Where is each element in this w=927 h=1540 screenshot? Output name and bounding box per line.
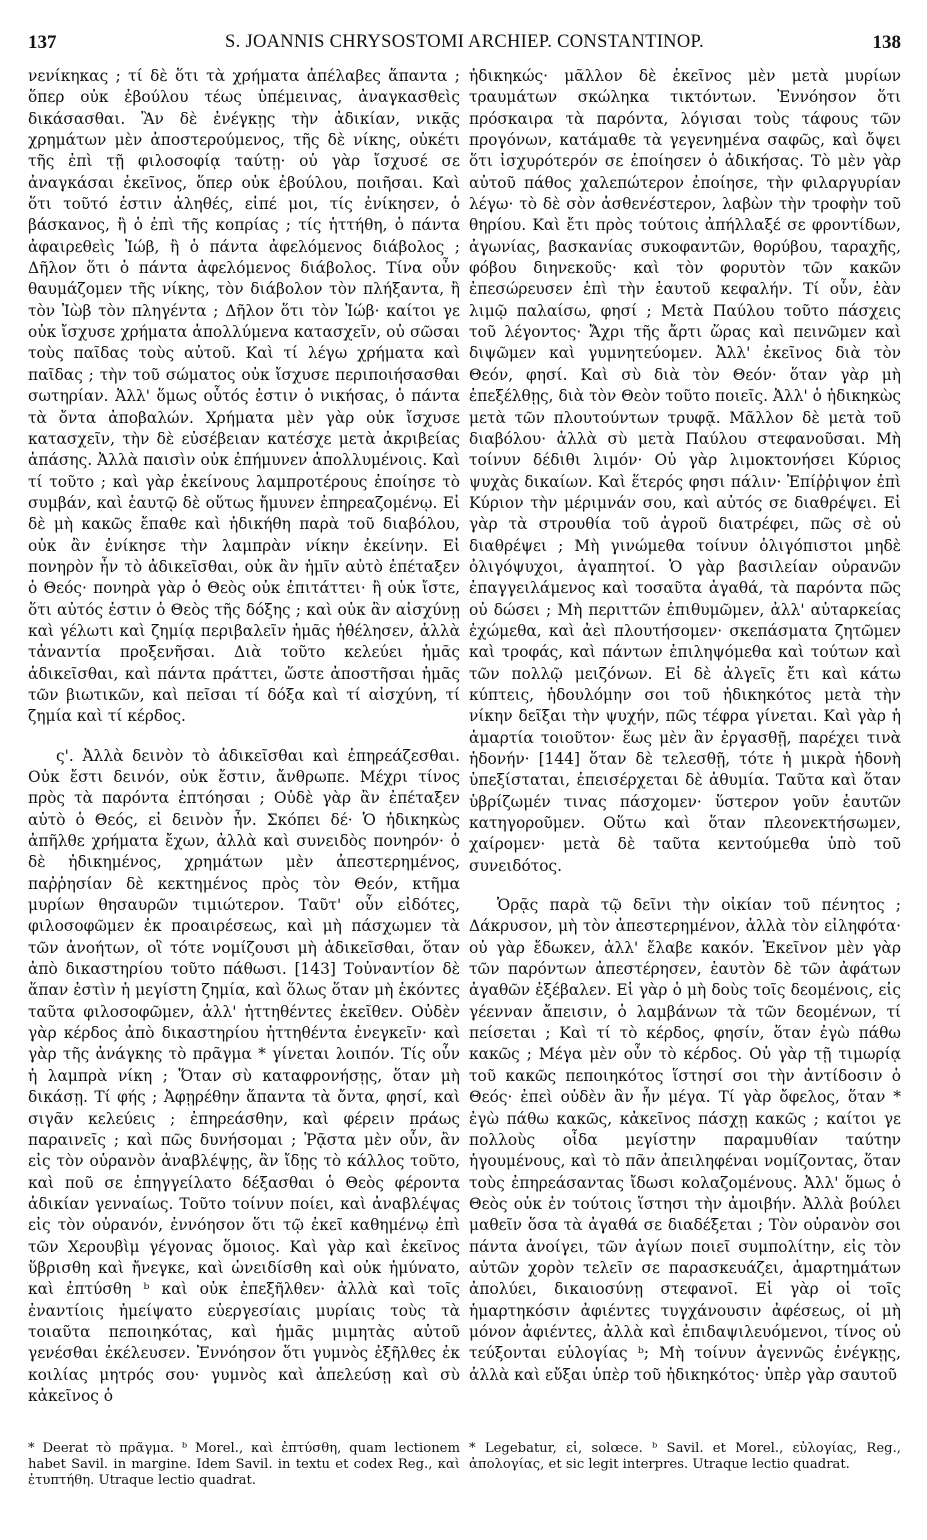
page-number-left: 137 bbox=[28, 32, 57, 53]
footnotes-left: * Deerat τὸ πρᾶγμα. ᵇ Morel., καὶ ἐπτύσθη, quam lectionem habet Savil. in margine. Idem Savil. in textu et codex Reg., καὶ ἐτυπτήθη. Utraque lectio quadrat. bbox=[28, 1441, 460, 1488]
right-paragraph-1: ἠδικηκώς· μᾶλλον δὲ ἐκεῖνος μὲν μετὰ μυρίων τραυμάτων σκώληκα τικτόντων. Ἐννόησον ὅτι πρόσκαιρα τὰ παρόντα, λόγισαι τοὺς τάφους τῶν προγόνων, κατάμαθε τὰ γεγενημένα σαφῶς, καὶ ὄψει ὅτι ἰσχυρότερόν σε ἐποίησεν ὁ ἀδικήσας. Τὸ μὲν γὰρ αὐτοῦ πάθος χαλεπώτερον ἐποίησε, τὴν φιλαργυρίαν λέγω· τὸ δὲ σὸν ἀσθενέστερον, λαβὼν τὴν τροφὴν τοῦ θηρίου. Καὶ ἔτι πρὸς τούτοις ἀπήλλαξέ σε φροντίδων, ἀγωνίας, βασκανίας συκοφαντῶν, θορύβου, ταραχῆς, φόβου διηνεκοῦς· καὶ τὸν φορυτὸν τῶν κακῶν ἐπεσώρευσεν ἐπὶ τὴν ἑαυτοῦ κεφαλήν. Τί οὖν, ἐὰν λιμῷ παλαίσω, φησί ; Μετὰ Παύλου τοῦτο πάσχεις τοῦ λέγοντος· Ἄχρι τῆς ἄρτι ὥρας καὶ πεινῶμεν καὶ διψῶμεν καὶ γυμνητεύομεν. Ἀλλ' ἐκεῖνος διὰ τὸν Θεόν, φησί. Καὶ σὺ διὰ τὸν Θεόν· ὅταν γὰρ μὴ ἐπεξέλθῃς, διὰ τὸν Θεὸν τοῦτο ποιεῖς. Ἀλλ' ὁ ἠδικηκὼς μετὰ τῶν πλουτούντων τρυφᾷ. Μᾶλλον δὲ μετὰ τοῦ διαβόλου· ἀλλὰ σὺ μετὰ Παύλου στεφανοῦσαι. Μὴ τοίνυν δέδιθι λιμόν· Οὐ γὰρ λιμοκτονήσει Κύριος ψυχὰς δικαίων. Καὶ ἕτερός φησι πάλιν· Ἐπίῤῥιψον ἐπὶ Κύριον τὴν μέριμνάν σου, καὶ αὐτός σε διαθρέψει. Εἰ γὰρ τὰ στρουθία τοῦ ἀγροῦ διατρέφει, πῶς σὲ οὐ διαθρέψει ; Μὴ γινώμεθα τοίνυν ὀλιγόπιστοι μηδὲ ὀλιγόψυχοι, ἀγαπητοί. Ὁ γὰρ βασιλείαν οὐρανῶν ἐπαγγειλάμενος καὶ τοσαῦτα ἀγαθά, τὰ παρόντα πῶς οὐ δώσει ; Μὴ περιττῶν ἐπιθυμῶμεν, ἀλλ' αὐταρκείας ἐχώμεθα, καὶ ἀεὶ πλουτήσομεν· σκεπάσματα ζητῶμεν καὶ τροφάς, καὶ πάντων ἐπιληψόμεθα καὶ τούτων καὶ τῶν πολλῷ μειζόνων. Εἰ δὲ ἀλγεῖς ἔτι καὶ κάτω κύπτεις, ἡδουλόμην σοι τοῦ ἠδικηκότος μετὰ τὴν νίκην δεῖξαι τὴν ψυχήν, πῶς τέφρα γίνεται. Καὶ γὰρ ἡ ἁμαρτία τοιοῦτον· ἕως μὲν ἂν ἐργασθῇ, παρέχει τινὰ ἡδονήν· [144] ὅταν δὲ τελεσθῇ, τότε ἡ μικρὰ ἡδονὴ ὑπεξίσταται, ἐπεισέρχεται δὲ ἀθυμία. Ταῦτα καὶ ὅταν ὑβρίζωμέν τινας πάσχομεν· ὕστερον γοῦν ἑαυτῶν κατηγοροῦμεν. Οὕτω καὶ ὅταν πλεονεκτήσωμεν, χαίρομεν· μετὰ δὲ ταῦτα κεντούμεθα ὑπὸ τοῦ συνειδότος. bbox=[469, 67, 901, 875]
left-column bbox=[28, 66, 460, 1407]
footnotes-right: * Legebatur, εἰ, solœce. ᵇ Savil. et Morel., εὐλογίας, Reg., ἀπολογίας, et sic legit interpres. Utraque lectio quadrat. bbox=[469, 1441, 901, 1472]
right-paragraph-2: Ὁρᾷς παρὰ τῷ δεῖνι τὴν οἰκίαν τοῦ πένητος ; Δάκρυσον, μὴ τὸν ἀπεστερημένον, ἀλλὰ τὸν εἰληφότα· οὐ γὰρ ἔδωκεν, ἀλλ' ἔλαβε κακόν. Ἐκεῖνον μὲν γὰρ τῶν παρόντων ἀπεστέρησεν, ἑαυτὸν δὲ τῶν ἀφάτων ἀγαθῶν ἐξέβαλεν. Εἰ γὰρ ὁ μὴ δοὺς τοῖς δεομένοις, εἰς γέενναν ἄπεισιν, ὁ λαμβάνων τὰ τῶν δεομένων, τί πείσεται ; Καὶ τί τὸ κέρδος, φησίν, ὅταν ἐγὼ πάθω κακῶς ; Μέγα μὲν οὖν τὸ κέρδος. Οὐ γὰρ τῇ τιμωρίᾳ τοῦ κακῶς πεποιηκότος ἵστησί σοι τὴν ἀντίδοσιν ὁ Θεός· ἐπεὶ οὐδὲν ἂν ἦν μέγα. Τί γὰρ ὄφελος, ὅταν * ἐγὼ πάθω κακῶς, κἀκεῖνος πάσχῃ κακῶς ; καίτοι γε πολλοὺς οἶδα μεγίστην παραμυθίαν ταύτην ἡγουμένους, καὶ τὸ πᾶν ἀπειληφέναι νομίζοντας, ὅταν τοὺς ἐπηρεάσαντας ἴδωσι κολαζομένους. Ἀλλ' ὅμως ὁ Θεὸς οὐκ ἐν τούτοις ἵστησι τὴν ἀμοιβήν. Ἀλλὰ βούλει μαθεῖν ὅσα τὰ ἀγαθά σε διαδέξεται ; Τὸν οὐρανὸν σοι πάντα ἀνοίγει, τῶν ἁγίων ποιεῖ συμπολίτην, εἰς τὸν αὐτῶν χορὸν τελεῖν σε παρασκευάζει, ἁμαρτημάτων ἀπολύει, δικαιοσύνῃ στεφανοῖ. Εἰ γὰρ οἱ τοῖς ἡμαρτηκόσιν ἀφιέντες τυγχάνουσιν ἀφέσεως, οἱ μὴ μόνον ἀφιέντες, ἀλλὰ καὶ ἐπιδαψιλευόμενοι, τίνος οὐ τεύξονται εὐλογίας ᵇ; Μὴ τοίνυν ἀγεννῶς ἐνέγκῃς, ἀλλὰ καὶ εὔξαι ὑπὲρ τοῦ ἠδικηκότος· ὑπὲρ γὰρ σαυτοῦ bbox=[469, 896, 901, 1384]
left-paragraph-1: νενίκηκας ; τί δὲ ὅτι τὰ χρήματα ἀπέλαβες ἅπαντα ; ὅπερ οὐκ ἐβούλου τέως ὑπέμεινας, ἀναγκασθεὶς δικάσασθαι. Ἂν δὲ ἐνέγκῃς τὴν ἀδικίαν, νικᾷς χρημάτων μὲν ἀποστερούμενος, τῆς δὲ νίκης, οὐκέτι τῆς ἐπὶ τῇ φιλοσοφίᾳ ταύτῃ· οὐ γὰρ ἴσχυσέ σε ἀναγκάσαι ἐκεῖνος, ὅπερ οὐκ ἐβούλου, ποιῆσαι. Καὶ ὅτι τοῦτό ἐστιν ἀληθές, εἰπέ μοι, τίς ἐνίκησεν, ὁ βάσκανος, ἢ ὁ ἐπὶ τῆς κοπρίας ; τίς ἡττήθη, ὁ πάντα ἀφαιρεθεὶς Ἰώβ, ἢ ὁ πάντα ἀφελόμενος διάβολος ; Δῆλον ὅτι ὁ πάντα ἀφελόμενος διάβολος. Τίνα οὖν θαυμάζομεν τῆς νίκης, τὸν διάβολον τὸν πλήξαντα, ἢ τὸν Ἰὼβ τὸν πληγέντα ; Δῆλον ὅτι τὸν Ἰώβ· καίτοι γε οὐκ ἴσχυσε χρήματα ἀπολλύμενα κατασχεῖν, οὐ σῶσαι τοὺς παῖδας τοὺς αὐτοῦ. Καὶ τί λέγω χρήματα καὶ παῖδας ; τὴν τοῦ σώματος οὐκ ἴσχυσε περιποιήσασθαι σωτηρίαν. Ἀλλ' ὅμως οὗτός ἐστιν ὁ νικήσας, ὁ πάντα τὰ ὄντα ἀποβαλών. Χρήματα μὲν γὰρ οὐκ ἴσχυσε κατασχεῖν, τὴν δὲ εὐσέβειαν κατέσχε μετὰ ἀκριβείας ἁπάσης. Ἀλλὰ παισὶν οὐκ ἐπήμυνεν ἀπολλυμένοις. Καὶ τί τοῦτο ; καὶ γὰρ ἐκείνους λαμπροτέρους ἐποίησε τὸ συμβάν, καὶ ἑαυτῷ δὲ οὕτως ἤμυνεν ἐπηρεαζομένῳ. Εἰ δὲ μὴ κακῶς ἔπαθε καὶ ἠδικήθη παρὰ τοῦ διαβόλου, οὐκ ἂν ἐνίκησε τὴν λαμπρὰν νίκην ἐκείνην. Εἰ πονηρὸν ἦν τὸ ἀδικεῖσθαι, οὐκ ἂν ἡμῖν αὐτὸ ἐπέταξεν ὁ Θεός· πονηρὰ γὰρ ὁ Θεὸς οὐκ ἐπιτάττει· ἢ οὐκ ἴστε, ὅτι αὐτός ἐστιν ὁ Θεὸς τῆς δόξης ; καὶ οὐκ ἂν αἰσχύνῃ καὶ γέλωτι καὶ ζημίᾳ περιβαλεῖν ἡμᾶς ἠθέλησεν, ἀλλὰ τἀναντία προξενῆσαι. Διὰ τοῦτο κελεύει ἡμᾶς ἀδικεῖσθαι, καὶ πάντα πράττει, ὥστε ἀποστῆσαι ἡμᾶς τῶν βιωτικῶν, καὶ πεῖσαι τί δόξα καὶ τί αἰσχύνη, τί ζημία καὶ τί κέρδος. bbox=[28, 67, 460, 726]
left-paragraph-2: ς'. Ἀλλὰ δεινὸν τὸ ἀδικεῖσθαι καὶ ἐπηρεάζεσθαι. Οὐκ ἔστι δεινόν, οὐκ ἔστιν, ἄνθρωπε. Μέχρι τίνος πρὸς τὰ παρόντα ἐπτόησαι ; Οὐδὲ γὰρ ἂν ἐπέταξεν αὐτὸ ὁ Θεός, εἰ δεινὸν ἦν. Σκόπει δέ· Ὁ ἠδικηκὼς ἀπῆλθε χρήματα ἔχων, ἀλλὰ καὶ συνειδὸς πονηρόν· ὁ δὲ ἠδικημένος, χρημάτων μὲν ἀπεστερημένος, παῤῥησίαν δὲ κεκτημένος πρὸς τὸν Θεόν, κτῆμα μυρίων θησαυρῶν τιμιώτερον. Ταῦτ' οὖν εἰδότες, φιλοσοφῶμεν ἐκ προαιρέσεως, καὶ μὴ πάσχωμεν τὰ τῶν ἀνοήτων, οἳ τότε νομίζουσι μὴ ἀδικεῖσθαι, ὅταν ἀπὸ δικαστηρίου τοῦτο πάθωσι. [143] Τοὐναντίον δὲ ἅπαν ἐστὶν ἡ μεγίστη ζημία, καὶ ὅλως ὅταν μὴ ἑκόντες ταῦτα φιλοσοφῶμεν, ἀλλ' ἡττηθέντες ἐκεῖθεν. Οὐδὲν γὰρ κέρδος ἀπὸ δικαστηρίου ἡττηθέντα ἐνεγκεῖν· καὶ γὰρ τῆς ἀνάγκης τὸ πρᾶγμα * γίνεται λοιπόν. Τίς οὖν ἡ λαμπρὰ νίκη ; Ὅταν σὺ καταφρονήσῃς, ὅταν μὴ δικάσῃ. Τί φής ; Ἀφῃρέθην ἅπαντα τὰ ὄντα, φησί, καὶ σιγᾶν κελεύεις ; ἐπηρεάσθην, καὶ φέρειν πράως παραινεῖς ; καὶ πῶς δυνήσομαι ; Ῥᾷστα μὲν οὖν, ἂν εἰς τὸν οὐρανὸν ἀναβλέψῃς, ἂν ἴδῃς τὸ κάλλος τοῦτο, καὶ ποῦ σε ἐπηγγείλατο δέξασθαι ὁ Θεὸς φέροντα ἀδικίαν γενναίως. Τοῦτο τοίνυν ποίει, καὶ ἀναβλέψας εἰς τὸν οὐρανόν, ἐννόησον ὅτι τῷ ἐκεῖ καθημένῳ ἐπὶ τῶν Χερουβὶμ γέγονας ὅμοιος. Καὶ γὰρ καὶ ἐκεῖνος ὕβρισθη καὶ ἤνεγκε, καὶ ὠνειδίσθη καὶ οὐκ ἠμύνατο, καὶ ἐπτύσθη ᵇ καὶ οὐκ ἐπεξῆλθεν· ἀλλὰ καὶ τοῖς ἐναντίοις ἠμείψατο εὐεργεσίαις μυρίαις τοὺς τὰ τοιαῦτα πεποιηκότας, καὶ ἡμᾶς μιμητὰς αὐτοῦ γενέσθαι ἐκέλευσεν. Ἐννόησον ὅτι γυμνὸς ἐξῆλθες ἐκ κοιλίας μητρός σου· γυμνὸς καὶ ἀπελεύσῃ καὶ σὺ κἀκεῖνος ὁ bbox=[28, 746, 460, 1405]
page-header bbox=[28, 32, 901, 62]
right-column bbox=[469, 66, 901, 1386]
running-head: S. JOANNIS CHRYSOSTOMI ARCHIEP. CONSTANTINOP. bbox=[225, 32, 704, 52]
page-number-right: 138 bbox=[872, 32, 901, 53]
